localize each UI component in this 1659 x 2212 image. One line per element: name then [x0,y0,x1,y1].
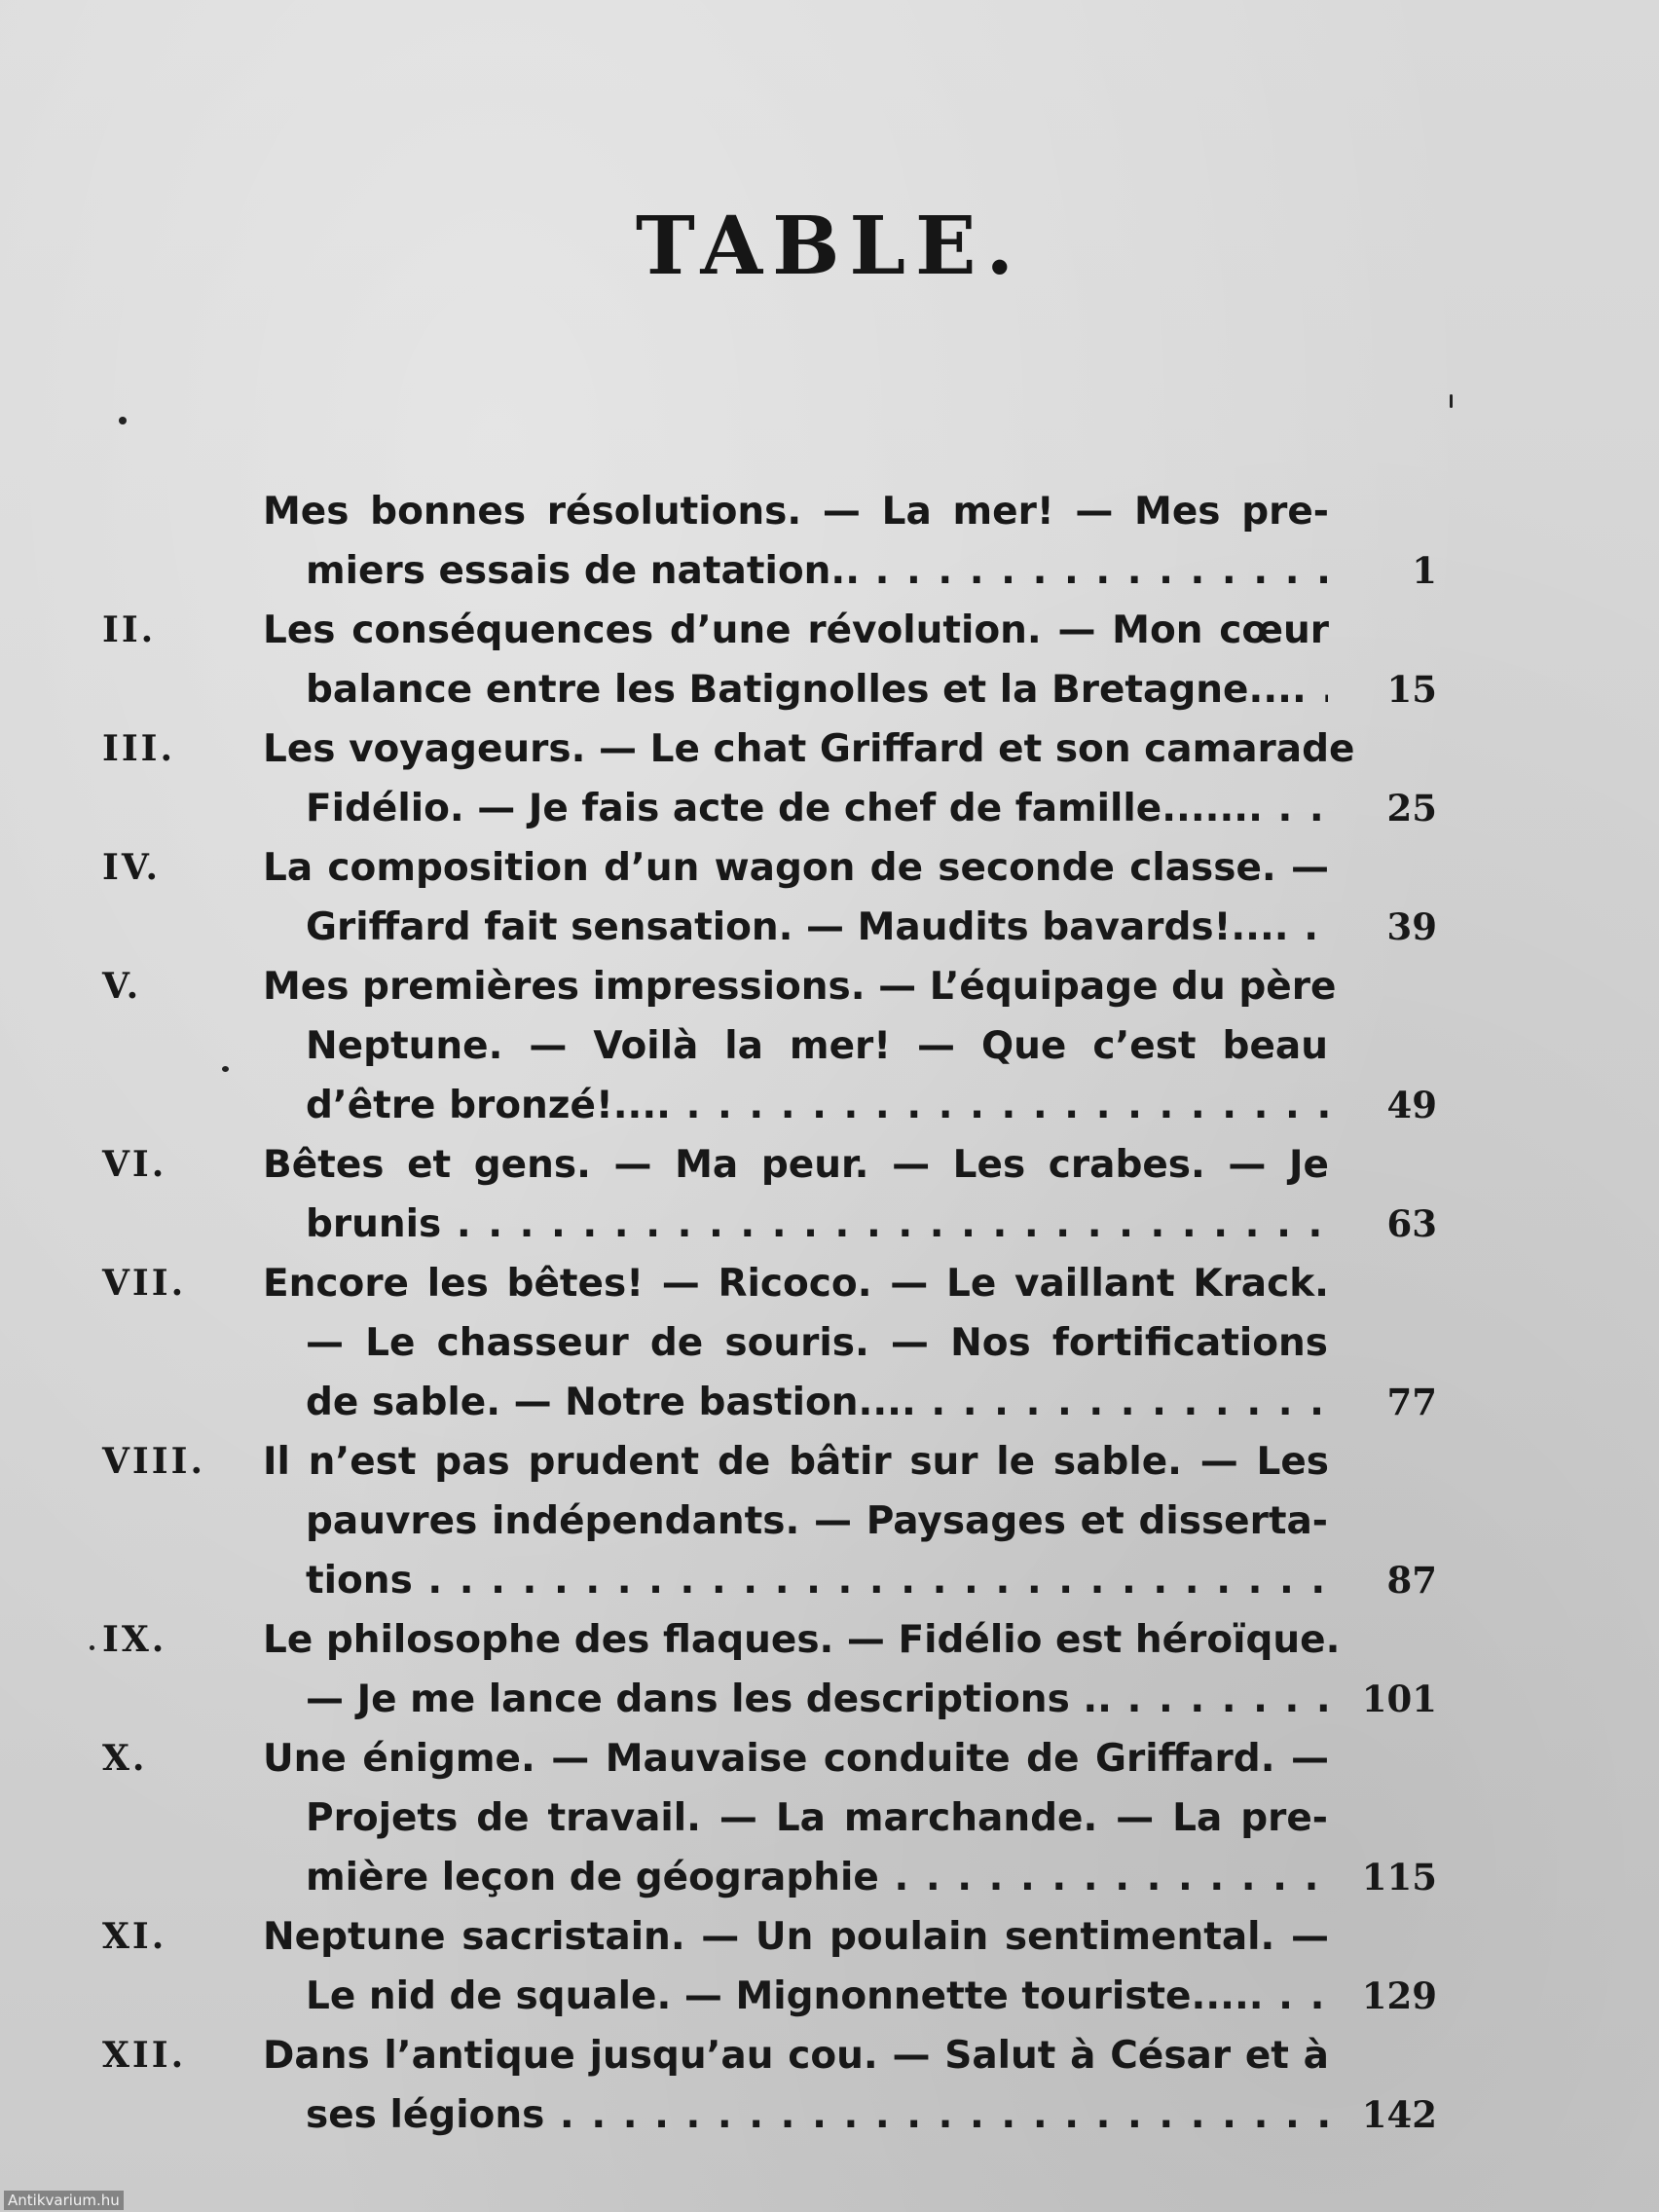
entry-text-line: — Le chasseur de souris. — Nos fortifications [306,1321,1328,1365]
entry-text-line: Projets de travail. — La marchande. — La pre- [306,1796,1328,1840]
chapter-number: VIII. [102,1441,205,1482]
entry-text-line: de sable. — Notre bastion.... . . . [306,1373,1328,1432]
paper-speck [1450,394,1453,408]
entry-text-line: Mes premières impressions. — L’équipage du père [263,965,1337,1009]
entry-text-line: Griffard fait sensation. — Maudits bavards!.... . . . [306,898,1328,957]
chapter-number: IX. [102,1619,167,1660]
entry-text-line: Le philosophe des flaques. — Fidélio est héroïque. [263,1618,1341,1662]
page-number: 129 [1361,1974,1437,2017]
chapter-number: VII. [102,1263,187,1304]
page-number: 115 [1361,1856,1437,1899]
entry-text-line: Neptune. — Voilà la mer! — Que c’est beau [306,1024,1328,1068]
table-of-contents [0,482,1659,2145]
toc-entry [0,719,1659,838]
entry-text-line: tions . . . [306,1551,1328,1610]
toc-entry [0,1610,1659,1729]
entry-text-line: pauvres indépendants. — Paysages et disserta- [306,1499,1328,1543]
entry-text-line: Dans l’antique jusqu’au cou. — Salut à César et à [263,2034,1329,2078]
chapter-number: II. [102,609,157,650]
toc-entry [0,1907,1659,2026]
entry-text-line: balance entre les Batignolles et la Bretagne.... . . . [306,660,1328,719]
chapter-number: X. [102,1738,148,1779]
paper-speck [90,1645,94,1650]
entry-text-line: Il n’est pas prudent de bâtir sur le sable. — Les [263,1440,1329,1484]
page-number: 49 [1386,1084,1437,1126]
entry-text-line: Neptune sacristain. — Un poulain sentimental. — [263,1915,1329,1959]
toc-entry [0,957,1659,1135]
page-number: 15 [1386,668,1437,711]
toc-entry [0,1254,1659,1432]
chapter-number: III. [102,728,176,769]
entry-text-line: d’être bronzé!.... . . . [306,1076,1328,1135]
toc-entry [0,1135,1659,1254]
toc-entry [0,1432,1659,1610]
entry-text-line: Encore les bêtes! — Ricoco. — Le vaillant Krack. [263,1262,1329,1306]
entry-text-line: miers essais de natation.. . . . [306,541,1328,601]
entry-text-line: La composition d’un wagon de seconde classe. — [263,846,1329,890]
toc-entry [0,1729,1659,1907]
entry-text-line: Mes bonnes résolutions. — La mer! — Mes pre- [263,490,1329,534]
page-number: 25 [1386,787,1437,830]
entry-text-line: ses légions . . . [306,2085,1328,2145]
entry-text-line: brunis . . . [306,1195,1328,1254]
entry-text-line: Bêtes et gens. — Ma peur. — Les crabes. — Je [263,1143,1329,1187]
watermark: Antikvarium.hu [4,2191,124,2210]
chapter-number: V. [102,966,142,1007]
page-number: 87 [1386,1559,1437,1602]
paper-speck [222,1066,229,1072]
toc-entry [0,2026,1659,2145]
entry-text-line: Le nid de squale. — Mignonnette touriste..... . . . [306,1967,1328,2026]
page-number: 77 [1386,1381,1437,1423]
toc-entry [0,601,1659,719]
entry-text-line: — Je me lance dans les descriptions .. . . . [306,1670,1328,1729]
page-number: 39 [1386,905,1437,948]
page-number: 101 [1361,1677,1437,1720]
chapter-number: VI. [102,1144,167,1185]
page-number: 142 [1361,2093,1437,2136]
page-number: 1 [1412,549,1437,592]
entry-text-line: Les voyageurs. — Le chat Griffard et son camarade [263,727,1355,771]
toc-entry [0,482,1659,601]
paper-speck [119,417,127,424]
entry-text-line: Les conséquences d’une révolution. — Mon cœur [263,608,1329,652]
entry-text-line: Une énigme. — Mauvaise conduite de Griffard. — [263,1737,1329,1781]
toc-entry [0,838,1659,957]
chapter-number: XI. [102,1916,167,1957]
chapter-number: XII. [102,2035,187,2076]
chapter-number: IV. [102,847,162,888]
page-number: 63 [1386,1202,1437,1245]
entry-text-line: mière leçon de géographie . . . [306,1848,1328,1907]
entry-text-line: Fidélio. — Je fais acte de chef de famille....... . . . [306,779,1328,838]
page-title: TABLE. [635,200,1024,293]
